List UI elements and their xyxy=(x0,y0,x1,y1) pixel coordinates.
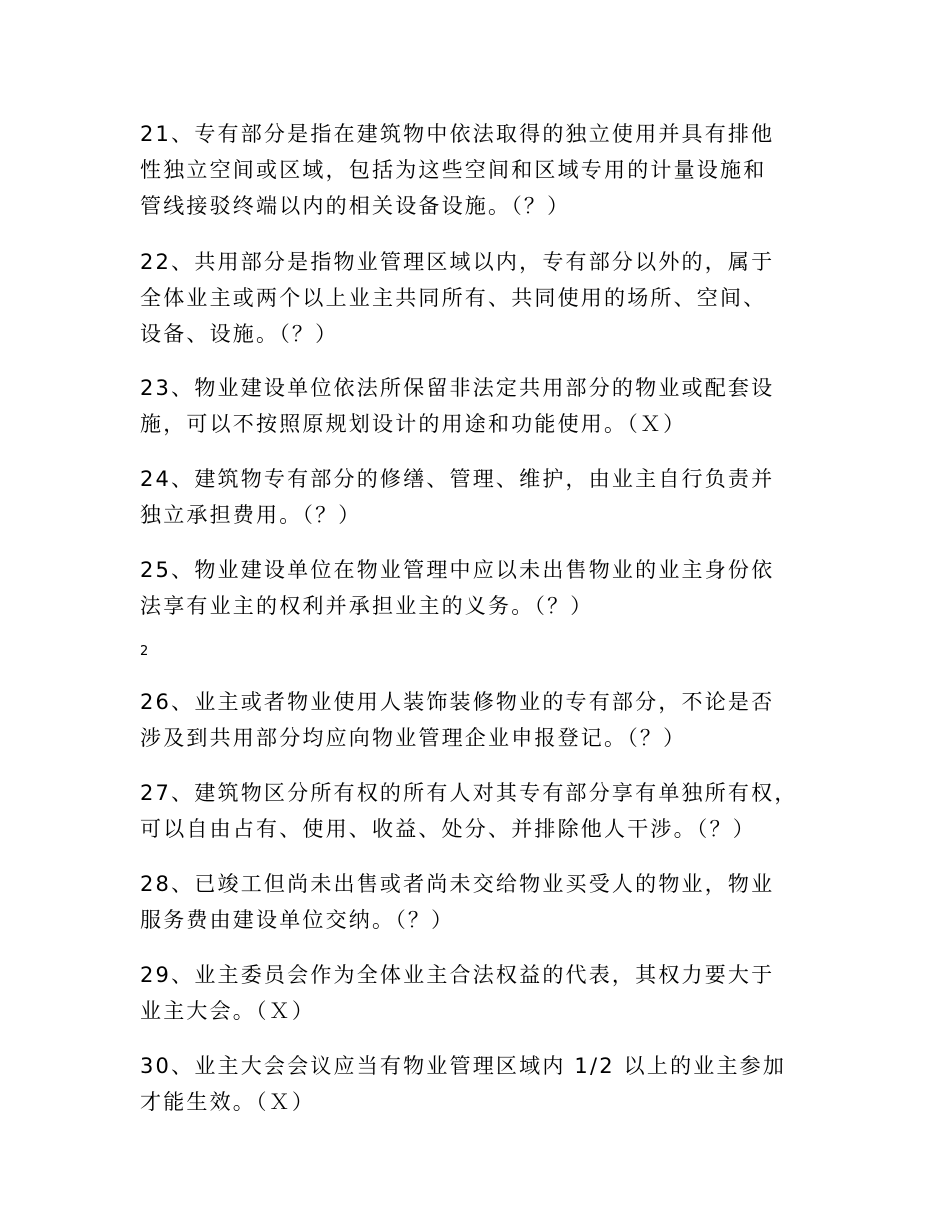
question-line: 涉及到共用部分均应向物业管理企业申报登记。（？） xyxy=(140,726,687,750)
question-line: 21、专有部分是指在建筑物中依法取得的独立使用并具有排他 xyxy=(140,122,775,146)
question-line: 业主大会。（Ｘ） xyxy=(140,999,316,1023)
question-23 xyxy=(140,370,774,442)
question-27 xyxy=(140,775,798,847)
question-29 xyxy=(140,957,774,1029)
question-line: 法享有业主的权利并承担业主的义务。（？） xyxy=(140,594,594,618)
question-22 xyxy=(140,244,774,352)
question-line: 才能生效。（Ｘ） xyxy=(140,1090,316,1114)
question-26 xyxy=(140,684,774,756)
question-line: 管线接驳终端以内的相关设备设施。（？） xyxy=(140,194,571,218)
question-line: 22、共用部分是指物业管理区域以内，专有部分以外的，属于 xyxy=(140,250,775,274)
question-line: 服务费由建设单位交纳。（？） xyxy=(140,908,455,932)
question-line: 30、业主大会会议应当有物业管理区域内 1/2 以上的业主参加 xyxy=(140,1054,787,1078)
question-line: 26、业主或者物业使用人装饰装修物业的专有部分，不论是否 xyxy=(140,690,775,714)
question-line: 23、物业建设单位依法所保留非法定共用部分的物业或配套设 xyxy=(140,376,775,400)
question-line: 27、建筑物区分所有权的所有人对其专有部分享有单独所有权， xyxy=(140,781,798,805)
question-line: 可以自由占有、使用、收益、处分、并排除他人干涉。（？） xyxy=(140,817,756,841)
question-line: 28、已竣工但尚未出售或者尚未交给物业买受人的物业，物业 xyxy=(140,872,775,896)
question-21 xyxy=(140,116,774,224)
question-line: 29、业主委员会作为全体业主合法权益的代表，其权力要大于 xyxy=(140,963,775,987)
question-line: 全体业主或两个以上业主共同所有、共同使用的场所、空间、 xyxy=(140,286,767,310)
page-number: 2 xyxy=(140,644,149,659)
question-line: 25、物业建设单位在物业管理中应以未出售物业的业主身份依 xyxy=(140,558,775,582)
question-line: 设备、设施。（？） xyxy=(140,322,339,346)
question-24 xyxy=(140,461,774,533)
question-line: 独立承担费用。（？） xyxy=(140,503,362,527)
question-line: 24、建筑物专有部分的修缮、管理、维护，由业主自行负责并 xyxy=(140,467,775,491)
question-25 xyxy=(140,552,774,624)
question-28 xyxy=(140,866,774,938)
question-30 xyxy=(140,1048,786,1120)
question-line: 施，可以不按照原规划设计的用途和功能使用。（Ｘ） xyxy=(140,412,687,436)
question-line: 性独立空间或区域，包括为这些空间和区域专用的计量设施和 xyxy=(140,158,767,182)
